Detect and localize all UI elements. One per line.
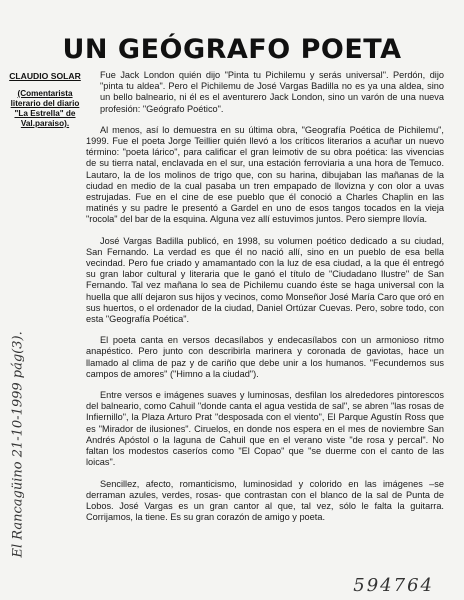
paragraph: Sencillez, afecto, romanticismo, luminosidad y colorido en las imágenes –se derraman azules, verdes, rosas- que contrastan con el blanco de la sal de Punta de Lobos. José Vargas es un gran cantor al que, tal vez, sólo le falta la guitarra. Corrijamos, la tiene. Es su gran corazón de amigo y poeta.	[86, 478, 444, 523]
paragraph: Fue Jack London quién dijo "Pinta tu Pichilemu y serás universal". Perdón, dijo "pinta tu aldea". Pero el Pichilemu de José Vargas Badilla no es ya una aldea, sino un bello balneario, ni él es el aventurero Jack London, sino un varón de una nueva profesión: "Geógrafo Poético".	[100, 70, 444, 114]
paragraph: Entre versos e imágenes suaves y luminosas, desfilan los alrededores pintorescos del balneario, como Cahuil "donde canta el agua vestida de sal", se abren "las rosas de Infiernillo", la Plaza Arturo Prat "desposada con el viento", El Parque Agustín Ross que es "Mirador de ilusiones". Ciruelos, en donde nos espera en el mes de noviembre San Andrés Apóstol o la laguna de Cahuil que en el verano viste "de rosa y percal". No faltan los modestos caseríos como "El Copao" que "se duerme con el canto de las loicas".	[86, 390, 444, 468]
paragraph: Al menos, así lo demuestra en su última obra, "Geografía Poética de Pichilemu", 1999. Fue el poeta Jorge Teillier quién llevó a los críticos literarios a acuñar un nuevo término: "poeta lárico", para calificar el gran leimotiv de su obra poética: las vivencias de su tierra natal, enclavada en el sur, una estación ferroviaria a una hora de Temuco. Lautaro, la de los molinos de trigo que, con su harina, dibujaban las mañanas de la ciudad en medio de la cual pasaba un tren empapado de llovizna y con olor a uvas estrujadas. Fue en el cine de ese pueblo que él conoció a Charles Chaplin en las matinés y su padre le presentó a Gardel en uno de esos tangos tocados en la vieja "rocola" del bar de la esquina. Alguna vez allí estuvimos juntos. Pero siempre llovía.	[86, 124, 444, 225]
article-title: UN GEÓGRAFO POETA	[62, 34, 402, 65]
handwritten-catalog-number: 594764	[353, 575, 434, 596]
byline	[8, 71, 82, 129]
handwritten-source-note: El Rancagüino 21-10-1999 pág(3).	[10, 331, 26, 558]
author-description: (Comentarista literario del diario "La Estrella" de Val.paraiso).	[10, 89, 80, 128]
paragraph: José Vargas Badilla publicó, en 1998, su volumen poético dedicado a su ciudad, San Fernando. La verdad es que él no nació allí, sino en un pueblo de esa bella vecindad. Pero fue criado y amamantado con la luz de esa ciudad, a la que él entregó su gran labor cultural y literaria que le ganó el título de "Ciudadano Ilustre" de San Fernando. Tal vez mañana lo sea de Pichilemu cuando éste se haga universal con la huella que allí dejaron sus hijos y vecinos, como Monseñor José María Caro que oró en sus huertos, o el ordenador de la ciudad, Daniel Ortúzar Cuevas. Pero, sobre todo, con esta "Geografía Poética".	[86, 235, 444, 325]
paragraph: El poeta canta en versos decasílabos y endecasílabos con un armonioso ritmo anapéstico. Pero junto con describirla marinera y coronada de gaviotas, hace un llamado al clima de paz y de cariño que debe unir a los humanos. "Fecundemos sus campos de amores" ("Himno a la ciudad").	[86, 335, 444, 379]
author-name: CLAUDIO SOLAR	[9, 71, 81, 81]
article-body	[86, 70, 444, 533]
